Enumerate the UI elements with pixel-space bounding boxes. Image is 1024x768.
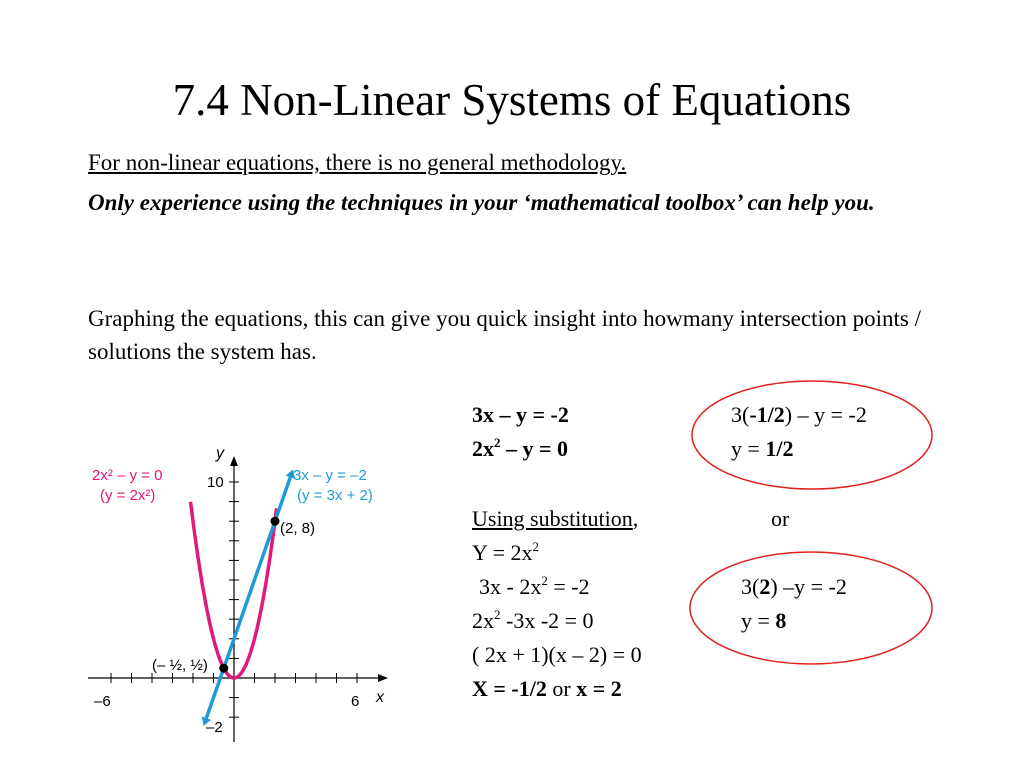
tick-label-6: 6	[351, 693, 360, 710]
intersection-point-1	[271, 517, 280, 526]
substitution-heading: Using substitution,	[472, 506, 639, 531]
check-2-line-2: y = 8	[741, 608, 787, 633]
tick-label-10: 10	[207, 474, 224, 491]
y-axis-label: y	[216, 445, 224, 462]
x-axis-label: x	[376, 689, 384, 706]
slide-title: 7.4 Non-Linear Systems of Equations	[172, 75, 852, 125]
graphing-note: Graphing the equations, this can give you quick insight into howmany intersection points / solutions the system has.	[88, 306, 921, 364]
check-1-line-1: 3(-1/2) – y = -2	[731, 402, 867, 427]
check-1-line-2: y = 1/2	[731, 436, 794, 461]
line-label-alt: (y = 3x + 2)	[297, 487, 373, 504]
check-2-line-1: 3(2) –y = -2	[741, 574, 847, 599]
equation-2: $2x^2 - y = 0$	[472, 435, 569, 461]
toolbox-note: Only experience using the techniques in your ‘mathematical toolbox’ can help you.	[88, 190, 875, 215]
equation-1: 3x – y = -2	[472, 402, 569, 427]
or-label: or	[771, 506, 790, 531]
point-label-neg-half: (– ½, ½)	[152, 657, 208, 674]
parabola-label: 2x² – y = 0	[92, 467, 163, 484]
intersection-point-2	[219, 664, 228, 673]
line-graph	[206, 477, 290, 718]
step-3: $2x^2$ -3x -2 = 0	[472, 607, 594, 633]
tick-label-neg6: –6	[94, 693, 111, 710]
point-label-2-8: (2, 8)	[280, 520, 316, 537]
intro-line: For non-linear equations, there is no general methodology.	[88, 150, 627, 175]
y-axis-arrow	[230, 456, 238, 466]
parabola-label-alt: (y = 2x²)	[100, 487, 156, 504]
line-label: 3x – y = –2	[293, 467, 367, 484]
x-axis-arrow	[378, 674, 388, 682]
step-5: X = -1/2 or x = 2	[472, 676, 622, 701]
step-2: $3x - 2x^2 = -2$	[479, 573, 590, 599]
equation-graph	[80, 438, 400, 748]
check-1-circle	[692, 381, 932, 489]
tick-label-neg2: –2	[206, 719, 223, 736]
step-4: ( 2x + 1)(x – 2) = 0	[472, 642, 642, 667]
check-2-circle	[690, 552, 932, 664]
step-1: $Y = 2x^2$	[472, 539, 539, 565]
